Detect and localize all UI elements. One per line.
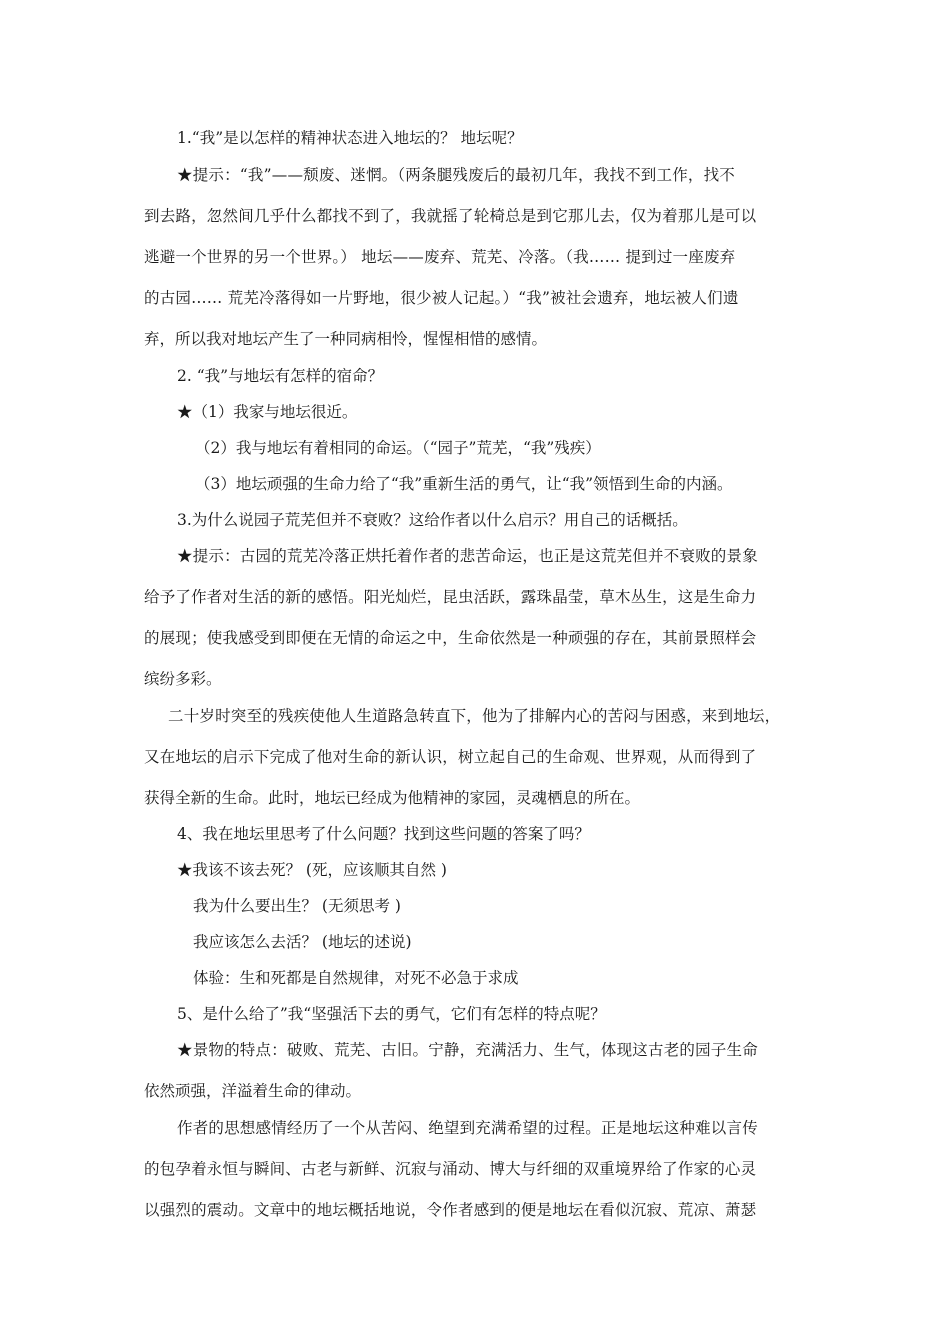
answer-4-summary: 体验：生和死都是自然规律，对死不必急于求成 [193, 969, 519, 987]
hint-1-line-2: 到去路，忽然间几乎什么都找不到了，我就摇了轮椅总是到它那儿去，仅为着那儿是可以 [144, 207, 757, 225]
answer-2-item-1: ★（1）我家与地坛很近。 [177, 403, 358, 421]
paragraph-1-line-3: 获得全新的生命。此时，地坛已经成为他精神的家园，灵魂栖息的所在。 [144, 789, 641, 807]
question-1: 1.“我”是以怎样的精神状态进入地坛的？ 地坛呢？ [177, 129, 523, 147]
answer-2-item-3: （3）地坛顽强的生命力给了“我”重新生活的勇气，让“我”领悟到生命的内涵。 [195, 475, 733, 493]
question-2: 2. “我”与地坛有怎样的宿命？ [177, 367, 384, 385]
hint-1-line-3: 逃避一个世界的另一个世界。） 地坛——废弃、荒芜、冷落。（我…… 提到过一座废弃 [144, 248, 736, 266]
paragraph-2-line-2: 的包孕着永恒与瞬间、古老与新鲜、沉寂与涌动、博大与纤细的双重境界给了作家的心灵 [144, 1160, 757, 1178]
paragraph-2-line-1: 作者的思想感情经历了一个从苦闷、绝望到充满希望的过程。正是地坛这种难以言传 [177, 1119, 758, 1137]
answer-4-item-3: 我应该怎么去活？ (地坛的述说) [193, 933, 412, 951]
hint-1-line-1: ★提示：“我”——颓废、迷惘。（两条腿残废后的最初几年，我找不到工作，找不 [177, 166, 736, 184]
answer-2-item-2: （2）我与地坛有着相同的命运。（“园子”荒芜，“我”残疾） [195, 439, 601, 457]
paragraph-2-line-3: 以强烈的震动。文章中的地坛概括地说，令作者感到的便是地坛在看似沉寂、荒凉、萧瑟 [144, 1201, 757, 1219]
hint-3-line-4: 缤纷多彩。 [144, 670, 222, 688]
answer-4-item-2: 我为什么要出生？ (无须思考 ) [193, 897, 401, 915]
paragraph-1-line-1: 二十岁时突至的残疾使他人生道路急转直下，他为了排解内心的苦闷与困惑，来到地坛， [168, 707, 781, 725]
question-4: 4、我在地坛里思考了什么问题？找到这些问题的答案了吗？ [177, 825, 590, 843]
hint-3-line-1: ★提示：古园的荒芜冷落正烘托着作者的悲苦命运，也正是这荒芜但并不衰败的景象 [177, 547, 758, 565]
hint-3-line-2: 给予了作者对生活的新的感悟。阳光灿烂，昆虫活跃，露珠晶莹，草木丛生，这是生命力 [144, 588, 757, 606]
answer-4-item-1: ★我该不该去死？ (死，应该顺其自然 ) [177, 861, 447, 879]
answer-5-line-1: ★景物的特点：破败、荒芜、古旧。宁静，充满活力、生气，体现这古老的园子生命 [177, 1041, 758, 1059]
hint-1-line-4: 的古园…… 荒芜冷落得如一片野地，很少被人记起。）“我”被社会遗弃，地坛被人们遗 [144, 289, 739, 307]
question-5: 5、是什么给了”我“坚强活下去的勇气，它们有怎样的特点呢？ [177, 1005, 606, 1023]
answer-5-line-2: 依然顽强，洋溢着生命的律动。 [144, 1082, 362, 1100]
paragraph-1-line-2: 又在地坛的启示下完成了他对生命的新认识，树立起自己的生命观、世界观，从而得到了 [144, 748, 757, 766]
hint-3-line-3: 的展现；使我感受到即便在无情的命运之中，生命依然是一种顽强的存在，其前景照样会 [144, 629, 757, 647]
question-3: 3.为什么说园子荒芜但并不衰败？这给作者以什么启示？用自己的话概括。 [177, 511, 688, 529]
hint-1-line-5: 弃，所以我对地坛产生了一种同病相怜，惺惺相惜的感情。 [144, 330, 548, 348]
